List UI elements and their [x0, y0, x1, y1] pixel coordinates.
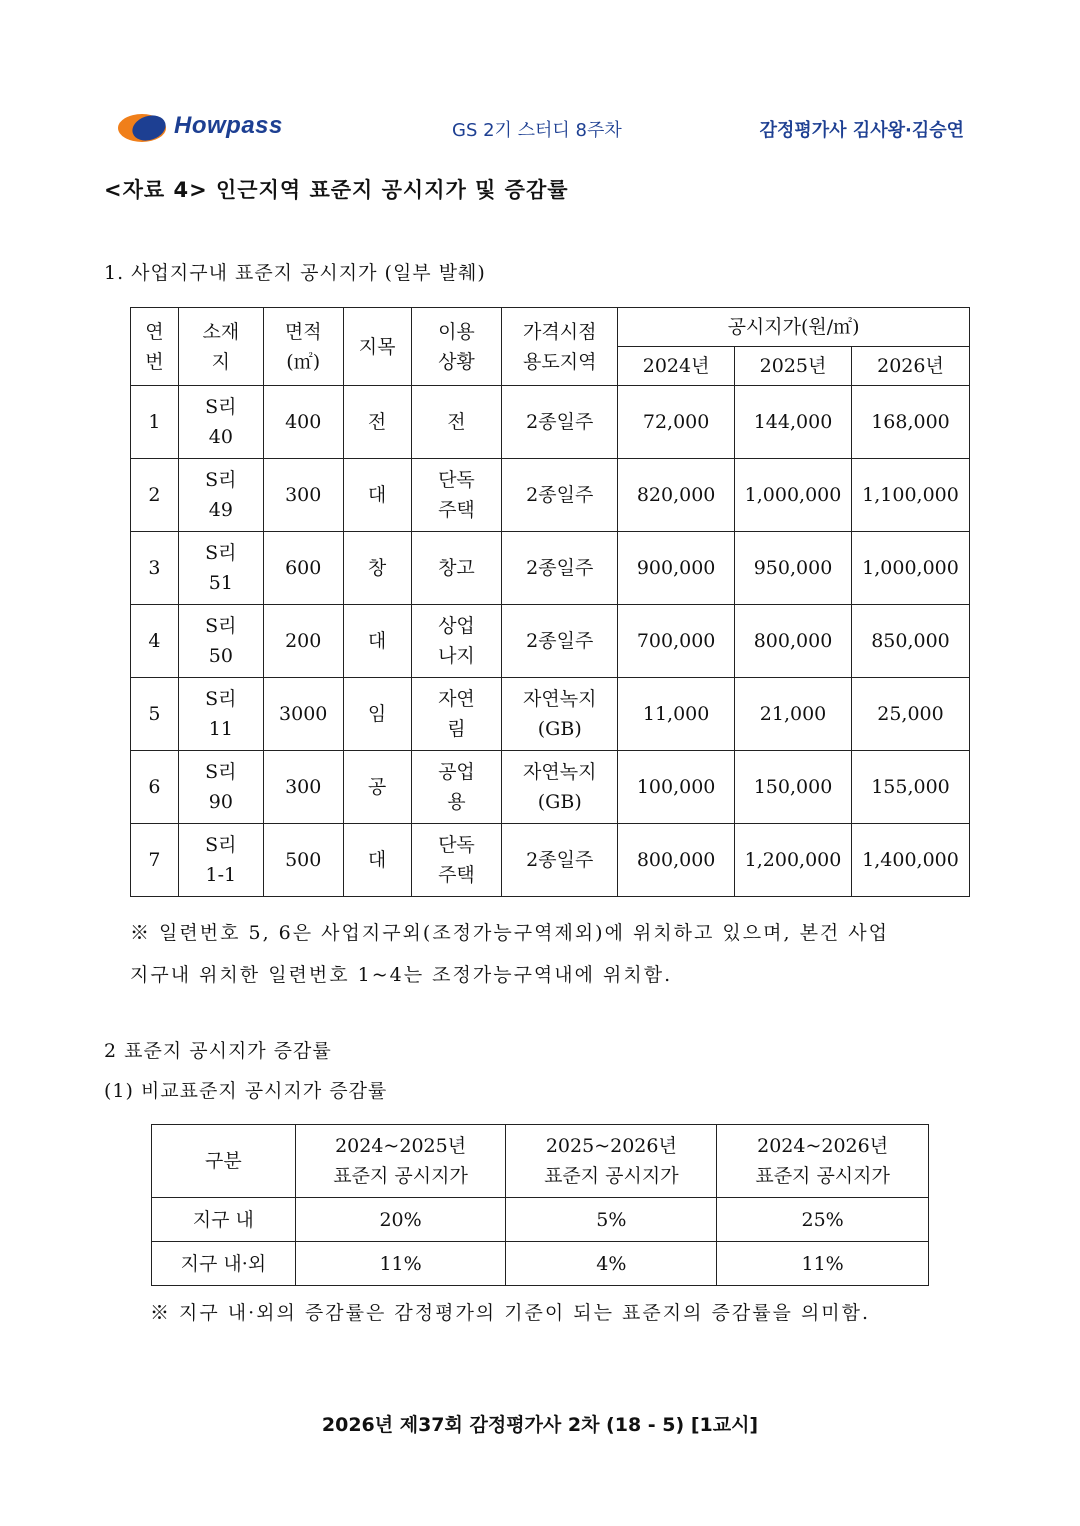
row-price-2025: 21,000 [735, 678, 852, 751]
row-no: 6 [131, 751, 179, 824]
row-use: 창고 [411, 532, 502, 605]
col-header-2024: 2024년 [618, 347, 735, 386]
row-zone: 2종일주 [502, 459, 618, 532]
row-area: 400 [263, 386, 343, 459]
row-location: S리 90 [178, 751, 263, 824]
row-price-2026: 1,100,000 [851, 459, 969, 532]
table-row [131, 386, 970, 459]
row-price-2026: 168,000 [851, 386, 969, 459]
rate-cell: 4% [506, 1242, 717, 1286]
row-price-2024: 100,000 [618, 751, 735, 824]
row-zone: 2종일주 [502, 386, 618, 459]
row-jimok: 대 [343, 459, 411, 532]
row-no: 3 [131, 532, 179, 605]
col-header-use: 이용 상황 [411, 308, 502, 386]
row-price-2025: 1,200,000 [735, 824, 852, 897]
row-price-2024: 700,000 [618, 605, 735, 678]
row-price-2026: 155,000 [851, 751, 969, 824]
table-row [152, 1198, 929, 1242]
standard-land-price-table [130, 307, 970, 897]
row-use: 전 [411, 386, 502, 459]
row-use: 단독 주택 [411, 459, 502, 532]
row-use: 상업 나지 [411, 605, 502, 678]
logo-wordmark: Howpass [174, 112, 283, 139]
table-row [131, 678, 970, 751]
col-header-zone: 가격시점 용도지역 [502, 308, 618, 386]
row-price-2025: 150,000 [735, 751, 852, 824]
table-row [131, 751, 970, 824]
rate-cell: 20% [295, 1198, 506, 1242]
col-header-2025: 2025년 [735, 347, 852, 386]
row-price-2024: 11,000 [618, 678, 735, 751]
row-zone: 자연녹지 (GB) [502, 678, 618, 751]
row-zone: 자연녹지 (GB) [502, 751, 618, 824]
row-price-2025: 144,000 [735, 386, 852, 459]
rate-cell: 25% [717, 1198, 929, 1242]
row-no: 1 [131, 386, 179, 459]
row-no: 2 [131, 459, 179, 532]
row-price-2024: 820,000 [618, 459, 735, 532]
row-jimok: 공 [343, 751, 411, 824]
section2-subheading: (1) 비교표준지 공시지가 증감률 [104, 1080, 388, 1102]
table-row [131, 605, 970, 678]
col-header-no: 연 번 [131, 308, 179, 386]
col-header-area: 면적 (㎡) [263, 308, 343, 386]
section2-note: ※ 지구 내·외의 증감률은 감정평가의 기준이 되는 표준지의 증감률을 의미함. [150, 1302, 871, 1324]
row-location: S리 49 [178, 459, 263, 532]
row-location: S리 40 [178, 386, 263, 459]
page-footer: 2026년 제37회 감정평가사 2차 (18 - 5) [1교시] [321, 1414, 759, 1436]
row-price-2024: 72,000 [618, 386, 735, 459]
row-area: 200 [263, 605, 343, 678]
table-row [131, 532, 970, 605]
row-zone: 2종일주 [502, 605, 618, 678]
row-price-2025: 1,000,000 [735, 459, 852, 532]
page-header [116, 108, 976, 150]
table-row [131, 824, 970, 897]
section1-note: ※ 일련번호 5, 6은 사업지구외(조정가능구역제외)에 위치하고 있으며, 본건 사업 지구내 위치한 일련번호 1~4는 조정가능구역내에 위치함. [130, 922, 890, 986]
table-row [152, 1242, 929, 1286]
row-location: S리 51 [178, 532, 263, 605]
row-price-2024: 900,000 [618, 532, 735, 605]
row-no: 7 [131, 824, 179, 897]
col-header-location: 소재 지 [178, 308, 263, 386]
rate-cell: 11% [717, 1242, 929, 1286]
page-title: <자료 4> 인근지역 표준지 공시지가 및 증감률 [104, 178, 569, 202]
section1-heading: 1. 사업지구내 표준지 공시지가 (일부 발췌) [104, 262, 486, 284]
row-price-2026: 25,000 [851, 678, 969, 751]
row-use: 단독 주택 [411, 824, 502, 897]
row-location: S리 1-1 [178, 824, 263, 897]
row-jimok: 전 [343, 386, 411, 459]
row-jimok: 대 [343, 824, 411, 897]
rate-col-header-2025-2026: 2025~2026년 표준지 공시지가 [506, 1125, 717, 1198]
header-authors: 감정평가사 김사왕·김승연 [759, 120, 964, 141]
row-location: S리 50 [178, 605, 263, 678]
row-jimok: 임 [343, 678, 411, 751]
rate-col-header-2024-2026: 2024~2026년 표준지 공시지가 [717, 1125, 929, 1198]
rate-cell: 11% [295, 1242, 506, 1286]
howpass-logo [116, 110, 316, 144]
col-header-2026: 2026년 [851, 347, 969, 386]
rate-row-label: 지구 내·외 [152, 1242, 296, 1286]
row-jimok: 창 [343, 532, 411, 605]
col-header-price-group: 공시지가(원/㎡) [618, 308, 970, 347]
section2-heading: 2 표준지 공시지가 증감률 [104, 1040, 332, 1062]
table-row [131, 459, 970, 532]
row-jimok: 대 [343, 605, 411, 678]
row-use: 자연 림 [411, 678, 502, 751]
row-location: S리 11 [178, 678, 263, 751]
rate-cell: 5% [506, 1198, 717, 1242]
row-price-2026: 1,400,000 [851, 824, 969, 897]
row-area: 300 [263, 459, 343, 532]
rate-col-header-category: 구분 [152, 1125, 296, 1198]
row-no: 5 [131, 678, 179, 751]
row-use: 공업 용 [411, 751, 502, 824]
row-price-2025: 950,000 [735, 532, 852, 605]
row-area: 500 [263, 824, 343, 897]
row-zone: 2종일주 [502, 532, 618, 605]
col-header-jimok: 지목 [343, 308, 411, 386]
row-price-2025: 800,000 [735, 605, 852, 678]
row-area: 300 [263, 751, 343, 824]
row-price-2026: 1,000,000 [851, 532, 969, 605]
row-zone: 2종일주 [502, 824, 618, 897]
header-study-label: GS 2기 스터디 8주차 [452, 120, 622, 141]
rate-col-header-2024-2025: 2024~2025년 표준지 공시지가 [295, 1125, 506, 1198]
row-area: 600 [263, 532, 343, 605]
row-price-2026: 850,000 [851, 605, 969, 678]
rate-row-label: 지구 내 [152, 1198, 296, 1242]
row-no: 4 [131, 605, 179, 678]
price-change-rate-table [151, 1124, 929, 1286]
row-price-2024: 800,000 [618, 824, 735, 897]
row-area: 3000 [263, 678, 343, 751]
